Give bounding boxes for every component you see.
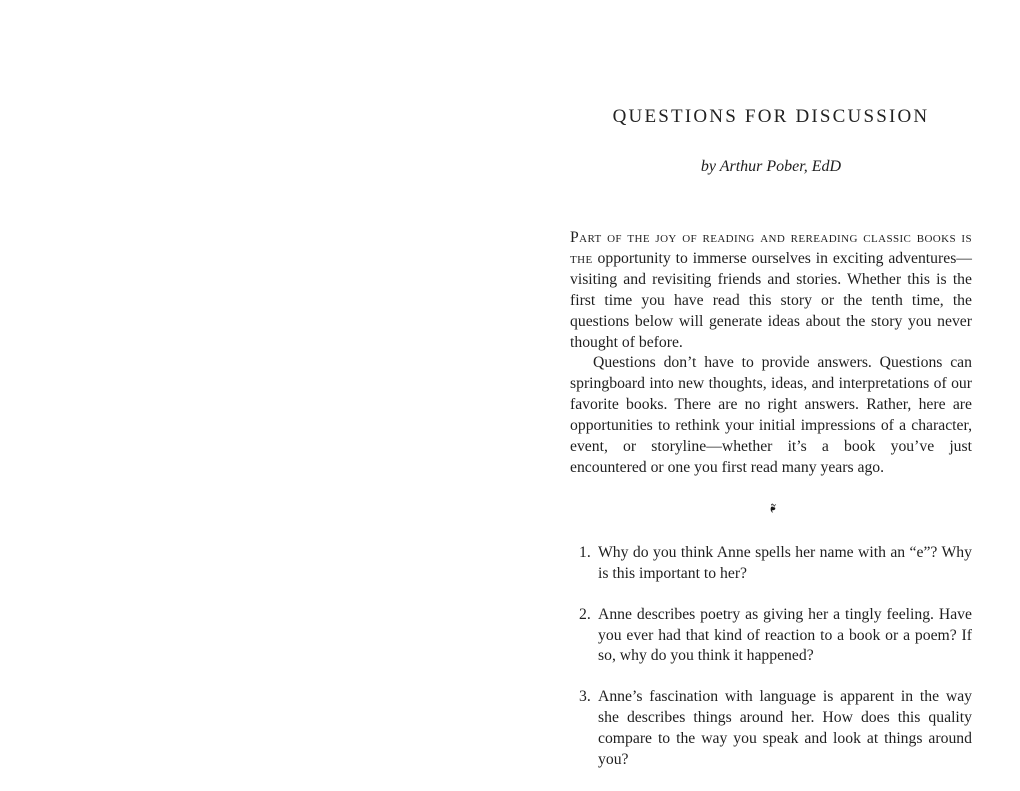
question-text: Anne describes poetry as giving her a tingly feeling. Have you ever had that kind of reaction to a book or a poem? If so, why do you think it happened? <box>598 605 972 665</box>
section-divider <box>570 497 972 517</box>
lead-in-small-caps: Part of the joy of reading and rereading classic books is the <box>570 228 972 267</box>
intro-paragraph-1 <box>570 228 972 353</box>
byline: by Arthur Pober, EdD <box>700 157 842 175</box>
question-number: 1. <box>579 543 591 561</box>
intro-paragraph-1-text: opportunity to immerse ourselves in exciting adventures—visiting and revisiting friends and stories. Whether this is the first time you have read this story or the tenth time, the questions below will generate ideas about the story you never thought of before. <box>570 249 972 351</box>
question-number: 3. <box>579 688 591 706</box>
question-item <box>570 543 972 585</box>
question-item <box>570 687 972 771</box>
intro-section <box>570 228 972 479</box>
question-text: Anne’s fascination with language is apparent in the way she describes things around her. How does this quality compare to the way you speak and look at things around you? <box>598 688 972 769</box>
blank-left-page <box>0 0 510 777</box>
intro-paragraph-2: Questions don’t have to provide answers. Questions can springboard into new thoughts, ideas, and interpretations of our favorite books. There are no right answers. Rather, here are opportunities to rethink your initial impressions of a character, event, or storyline—whether it’s a book you’ve just encountered or one you first read many years ago. <box>570 354 972 476</box>
text-column <box>570 0 972 791</box>
question-text: Why do you think Anne spells her name with an “e”? Why is this important to her? <box>598 543 972 582</box>
page-title: QUESTIONS FOR DISCUSSION <box>612 106 930 127</box>
fleuron-icon: ❧ <box>763 501 780 514</box>
discussion-questions-list <box>570 543 972 771</box>
question-item <box>570 605 972 668</box>
question-number: 2. <box>579 605 591 623</box>
